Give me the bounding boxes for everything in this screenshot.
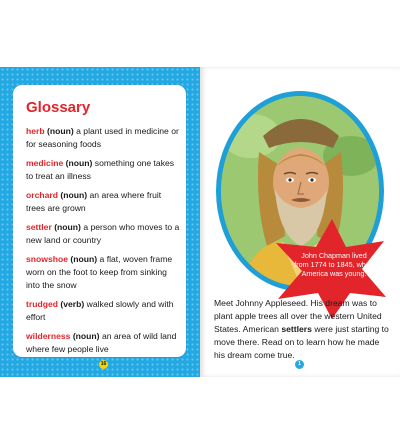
book-spread (0, 67, 400, 377)
definition: an area of wild land where few people live (26, 331, 177, 354)
glossary-entry-herb (26, 125, 182, 151)
star-caption: John Chapman lived from 1774 to 1845, when America was young. (294, 251, 374, 278)
body-text-bold: settlers (281, 324, 312, 334)
part-of-speech: (noun) (65, 158, 93, 168)
definition: walked slowly and with effort (26, 299, 174, 322)
part-of-speech: (noun) (72, 331, 100, 341)
right-page (200, 67, 400, 377)
glossary-term: orchard (26, 190, 58, 200)
part-of-speech: (noun) (54, 222, 81, 232)
definition: something one takes to treat an illness (26, 158, 175, 181)
glossary-card (13, 85, 186, 357)
glossary-term: wilderness (26, 331, 71, 341)
glossary-term: snowshoe (26, 254, 69, 264)
part-of-speech: (noun) (47, 126, 74, 136)
glossary-entry-settler (26, 221, 182, 247)
left-page (0, 67, 200, 377)
part-of-speech: (noun) (60, 190, 88, 200)
definition: a person who moves to a new land or country (26, 222, 180, 245)
body-paragraph (214, 297, 392, 362)
glossary-term: trudged (26, 299, 58, 309)
glossary-entry-orchard (26, 189, 182, 215)
part-of-speech: (noun) (70, 254, 98, 264)
glossary-term: medicine (26, 158, 64, 168)
definition: an area where fruit trees are grown (26, 190, 162, 213)
glossary-entry-medicine (26, 157, 182, 183)
page-number-right: 1 (295, 360, 304, 369)
glossary-entry-trudged (26, 298, 182, 324)
definition: a flat, woven frame worn on the foot to keep from sinking into the snow (26, 254, 173, 290)
body-text-start: Meet Johnny Appleseed. His dream was to plant apple trees all over the western United States. American (214, 298, 382, 334)
part-of-speech: (verb) (60, 299, 85, 309)
glossary-entry-wilderness (26, 330, 182, 356)
glossary-term: settler (26, 222, 52, 232)
glossary-entry-snowshoe (26, 253, 182, 292)
glossary-term: herb (26, 126, 45, 136)
glossary-title: Glossary (26, 99, 91, 116)
page-number-left: 16 (100, 361, 107, 367)
body-text-end: were just starting to move there. Read on to learn how he made his dream come true. (214, 324, 389, 360)
definition: a plant used in medicine or for seasoning foods (26, 126, 179, 149)
glossary-entries (26, 125, 182, 362)
